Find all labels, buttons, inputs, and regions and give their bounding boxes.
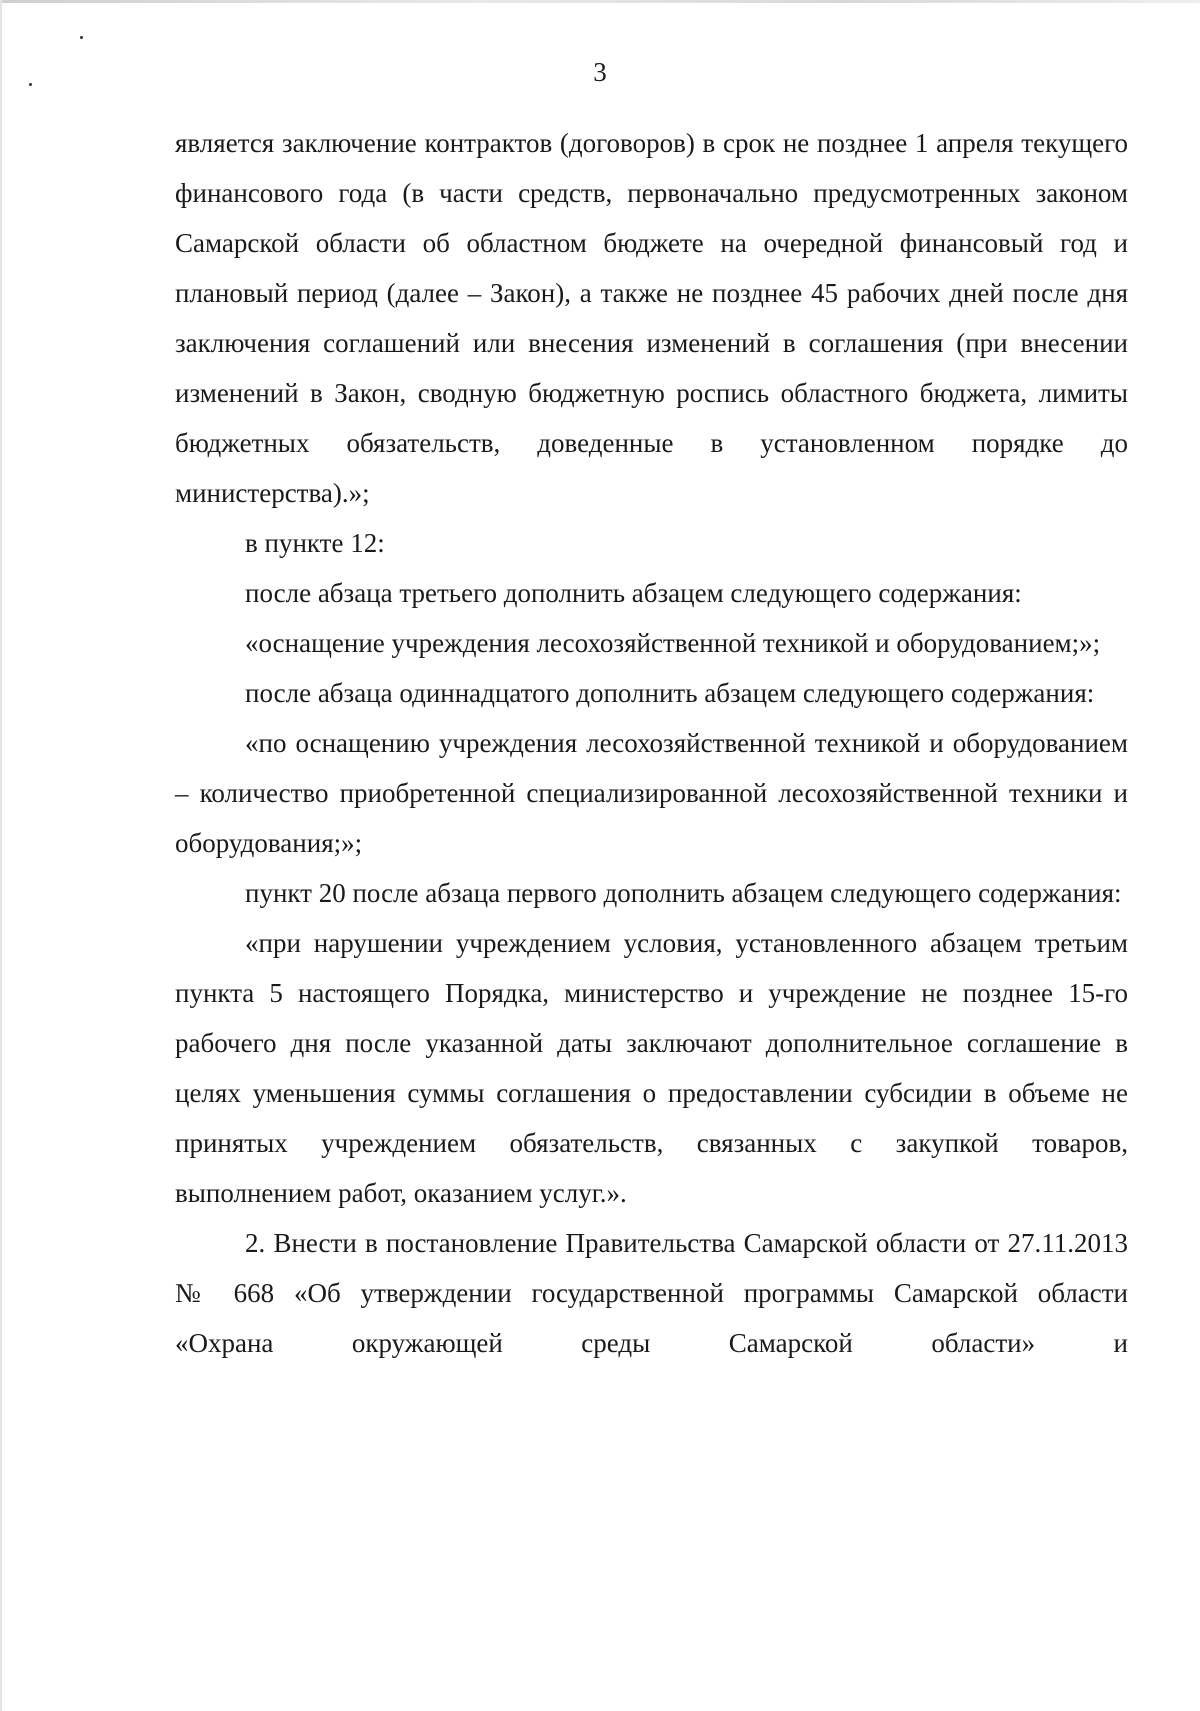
paragraph: «по оснащению учреждения лесохозяйственной техникой и оборудованием – количество приобретенной специализированной лесохозяйственной техники и оборудования;»; — [175, 728, 1128, 858]
paragraph: «оснащение учреждения лесохозяйственной техникой и оборудованием;»; — [245, 628, 1101, 658]
paragraph: 2. Внести в постановление Правительства Самарской области от 27.11.2013 № 668 «Об утверждении государственной программы Самарской области «Охрана окружающей среды Самарской области» и — [175, 1228, 1128, 1358]
page-number: 3 — [593, 57, 607, 87]
paragraph: в пункте 12: — [245, 528, 385, 558]
paragraph: является заключение контрактов (договоров) в срок не позднее 1 апреля текущего финансового года (в части средств, первоначально предусмотренных законом Самарской области об областном бюджете на очередной финансовый год и плановый период (далее – Закон), а также не позднее 45 рабочих дней после дня заключения соглашений или внесения изменений в соглашения (при внесении изменений в Закон, сводную бюджетную роспись областного бюджета, лимиты бюджетных обязательств, доведенные в установленном порядке до министерства).»; — [175, 128, 1128, 508]
paragraph: после абзаца третьего дополнить абзацем следующего содержания: — [245, 578, 1022, 608]
paragraph: «при нарушении учреждением условия, установленного абзацем третьим пункта 5 настоящего Порядка, министерство и учреждение не позднее 15-го рабочего дня после указанной даты заключают дополнительное соглашение в целях уменьшения суммы соглашения о предоставлении субсидии в объеме не принятых учреждением обязательств, связанных с закупкой товаров, выполнением работ, оказанием услуг.». — [175, 928, 1128, 1208]
paragraph: после абзаца одиннадцатого дополнить абзацем следующего содержания: — [245, 678, 1095, 708]
document-body — [175, 118, 1128, 1368]
scan-edge-left — [0, 0, 2, 1711]
scan-edge-top — [0, 0, 1200, 3]
scan-speck — [80, 36, 83, 39]
paragraph: пункт 20 после абзаца первого дополнить абзацем следующего содержания: — [245, 878, 1122, 908]
